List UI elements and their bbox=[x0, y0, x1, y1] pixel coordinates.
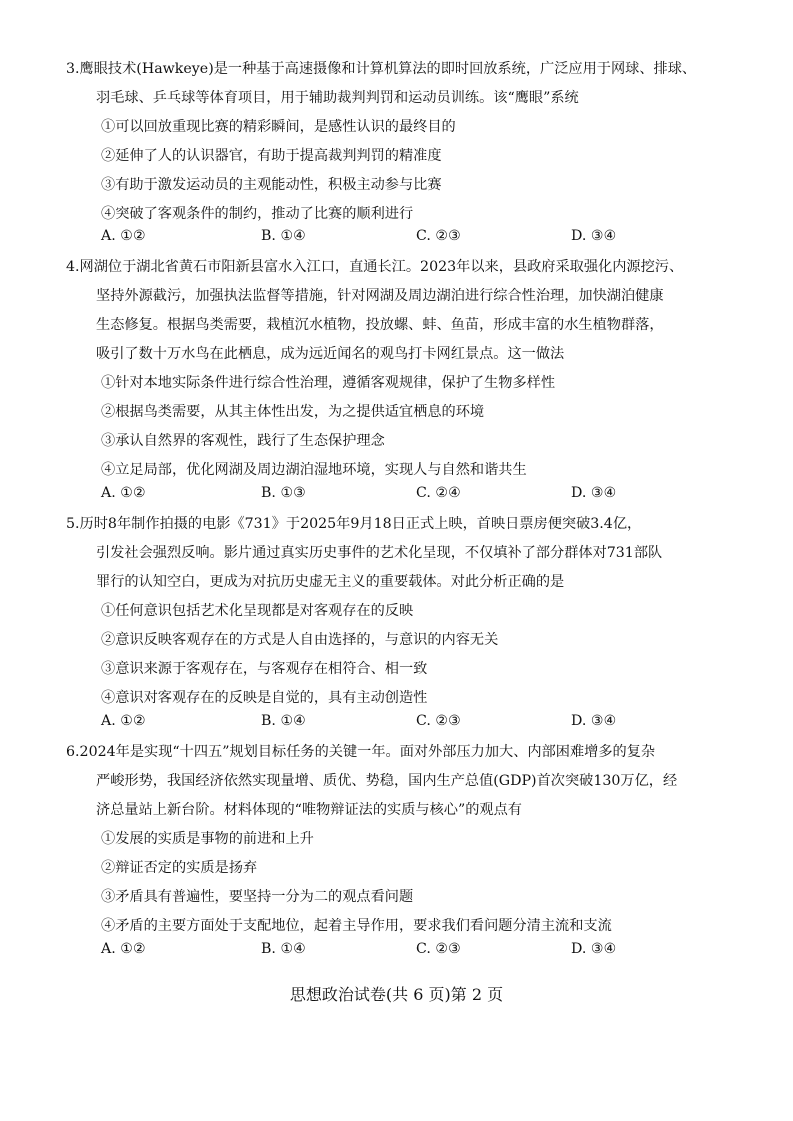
question-3-choices bbox=[0, 226, 793, 246]
choice-d: D. ③④ bbox=[571, 713, 617, 729]
question-6-choices bbox=[0, 939, 793, 959]
question-6-stem-line-3: 济总量站上新台阶。材料体现的“唯物辩证法的实质与核心”的观点有 bbox=[96, 802, 522, 818]
choice-c: C. ②③ bbox=[416, 713, 461, 729]
question-4-statement-2: ②根据鸟类需要，从其主体性出发，为之提供适宜栖息的环境 bbox=[101, 404, 485, 420]
question-5-statement-1: ①任何意识包括艺术化呈现都是对客观存在的反映 bbox=[101, 603, 414, 619]
question-6-stem-line-1: 6.2024年是实现“十四五”规划目标任务的关键一年。面对外部压力加大、内部困难增多的复杂 bbox=[66, 744, 656, 760]
page-footer: 思想政治试卷(共 6 页)第 2 页 bbox=[289, 985, 504, 1004]
choice-d: D. ③④ bbox=[571, 228, 617, 244]
choice-a: A. ①② bbox=[101, 713, 146, 729]
choice-c: C. ②③ bbox=[416, 941, 461, 957]
question-5-stem-line-3: 罪行的认知空白，更成为对抗历史虚无主义的重要载体。对此分析正确的是 bbox=[96, 574, 565, 590]
question-4-stem-line-2: 坚持外源截污，加强执法监督等措施，针对网湖及周边湖泊进行综合性治理，加快湖泊健康 bbox=[96, 288, 664, 304]
choice-b: B. ①④ bbox=[261, 713, 306, 729]
choice-b: B. ①④ bbox=[261, 228, 306, 244]
question-5-statement-2: ②意识反映客观存在的方式是人自由选择的，与意识的内容无关 bbox=[101, 632, 499, 648]
choice-b: B. ①③ bbox=[261, 485, 306, 501]
question-6-stem-line-2: 严峻形势，我国经济依然实现量增、质优、势稳，国内生产总值(GDP)首次突破130万亿，经 bbox=[96, 773, 678, 789]
question-3-statement-4: ④突破了客观条件的制约，推动了比赛的顺利进行 bbox=[101, 206, 414, 222]
question-5-statement-4: ④意识对客观存在的反映是自觉的，具有主动创造性 bbox=[101, 690, 428, 706]
choice-a: A. ①② bbox=[101, 228, 146, 244]
question-4-choices bbox=[0, 483, 793, 503]
question-4-statement-4: ④立足局部，优化网湖及周边湖泊湿地环境，实现人与自然和谐共生 bbox=[101, 462, 527, 478]
question-4-stem-line-1: 4.网湖位于湖北省黄石市阳新县富水入江口，直通长江。2023年以来，县政府采取强化内源挖污、 bbox=[66, 259, 684, 275]
choice-d: D. ③④ bbox=[571, 485, 617, 501]
question-6-statement-2: ②辩证否定的实质是扬弃 bbox=[101, 860, 258, 876]
question-5-choices bbox=[0, 711, 793, 731]
choice-d: D. ③④ bbox=[571, 941, 617, 957]
question-5-stem-line-2: 引发社会强烈反响。影片通过真实历史事件的艺术化呈现，不仅填补了部分群体对731部队 bbox=[96, 545, 663, 561]
question-3-statement-2: ②延伸了人的认识器官，有助于提高裁判判罚的精准度 bbox=[101, 148, 442, 164]
question-4-stem-line-4: 吸引了数十万水鸟在此栖息，成为远近闻名的观鸟打卡网红景点。这一做法 bbox=[96, 346, 565, 362]
question-3-stem-line-1: 3.鹰眼技术(Hawkeye)是一种基于高速摄像和计算机算法的即时回放系统，广泛应用于网球、排球、 bbox=[66, 61, 697, 77]
question-6-statement-3: ③矛盾具有普遍性，要坚持一分为二的观点看问题 bbox=[101, 889, 414, 905]
choice-b: B. ①④ bbox=[261, 941, 306, 957]
question-5-statement-3: ③意识来源于客观存在，与客观存在相符合、相一致 bbox=[101, 661, 428, 677]
choice-c: C. ②④ bbox=[416, 485, 461, 501]
question-3-statement-3: ③有助于激发运动员的主观能动性，积极主动参与比赛 bbox=[101, 177, 442, 193]
question-3-statement-1: ①可以回放重现比赛的精彩瞬间，是感性认识的最终目的 bbox=[101, 119, 456, 135]
question-4-statement-1: ①针对本地实际条件进行综合性治理，遵循客观规律，保护了生物多样性 bbox=[101, 375, 556, 391]
question-5-stem-line-1: 5.历时8年制作拍摄的电影《731》于2025年9月18日正式上映，首映日票房便突破3.4亿， bbox=[66, 516, 642, 532]
question-6-statement-4: ④矛盾的主要方面处于支配地位，起着主导作用，要求我们看问题分清主流和支流 bbox=[101, 918, 612, 934]
choice-a: A. ①② bbox=[101, 485, 146, 501]
choice-a: A. ①② bbox=[101, 941, 146, 957]
question-3-stem-line-2: 羽毛球、乒乓球等体育项目，用于辅助裁判判罚和运动员训练。该“鹰眼”系统 bbox=[96, 90, 579, 106]
question-4-stem-line-3: 生态修复。根据鸟类需要，栽植沉水植物，投放螺、蚌、鱼苗，形成丰富的水生植物群落， bbox=[96, 317, 664, 333]
question-4-statement-3: ③承认自然界的客观性，践行了生态保护理念 bbox=[101, 433, 385, 449]
question-6-statement-1: ①发展的实质是事物的前进和上升 bbox=[101, 831, 314, 847]
choice-c: C. ②③ bbox=[416, 228, 461, 244]
